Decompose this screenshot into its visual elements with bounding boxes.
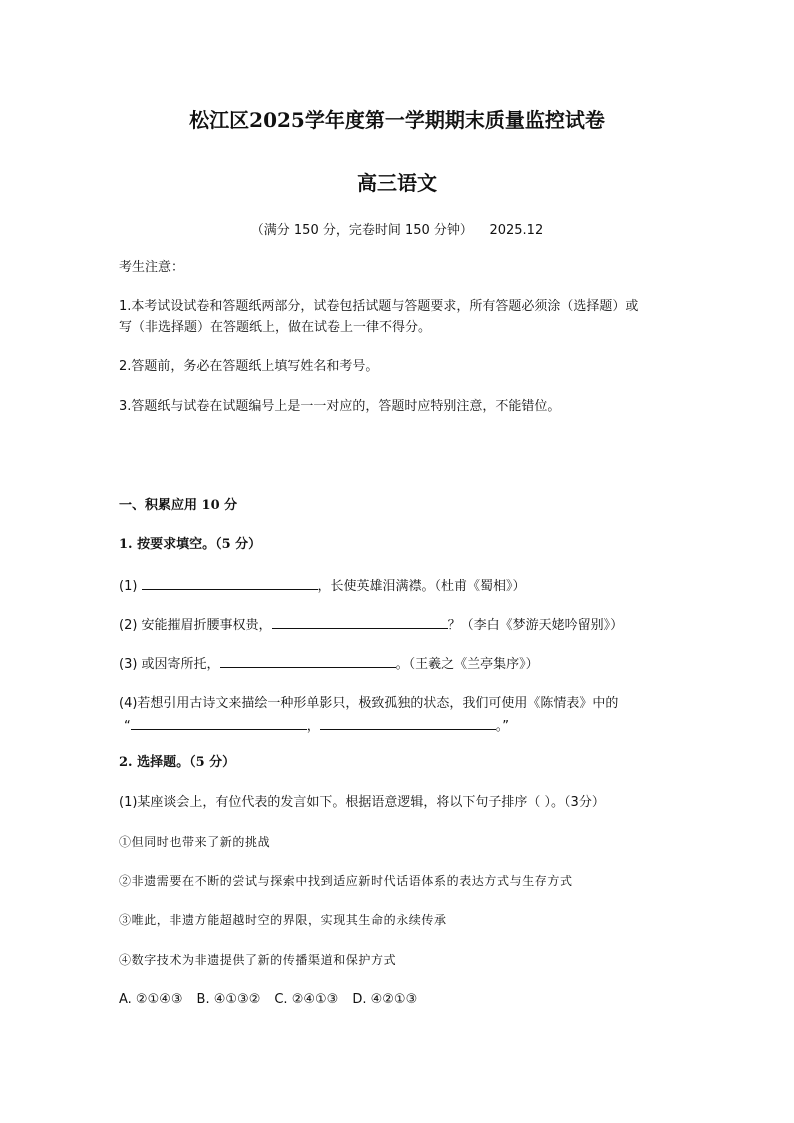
option-c[interactable]: C. ②④①③ xyxy=(274,992,339,1007)
question-1-item-3 xyxy=(119,653,699,675)
option-a[interactable]: A. ②①④③ xyxy=(119,992,183,1007)
answer-blank-3[interactable] xyxy=(220,653,396,668)
notice-heading: 考生注意： xyxy=(119,260,185,275)
question-1-item-4-line-2 xyxy=(124,715,704,737)
option-d[interactable]: D. ④②①③ xyxy=(352,992,418,1007)
sentence-4: ④数字技术为非遗提供了新的传播渠道和保护方式 xyxy=(119,953,397,967)
notice-item-1-line-1: 1.本考试设试卷和答题纸两部分，试卷包括试题与答题要求，所有答题必须涂（选择题）或 xyxy=(119,299,639,314)
open-quote: “ xyxy=(124,719,131,734)
item-2-suffix: ？（李白《梦游天姥吟留别》） xyxy=(447,618,624,633)
close-quote: 。” xyxy=(495,719,510,734)
question-2-heading: 2. 选择题。（5 分） xyxy=(119,755,236,770)
question-2-sub-1: (1)某座谈会上，有位代表的发言如下。根据语意逻辑，将以下句子排序（ ）。（3分） xyxy=(119,795,605,810)
option-b[interactable]: B. ④①③② xyxy=(196,992,261,1007)
answer-blank-4[interactable] xyxy=(131,715,307,730)
question-1-heading: 1. 按要求填空。（5 分） xyxy=(119,537,262,552)
exam-meta: （满分 150 分，完卷时间 150 分钟） 2025.12 xyxy=(250,223,544,238)
item-3-prefix: (3) 或因寄所托， xyxy=(119,657,220,672)
item-2-prefix: (2) 安能摧眉折腰事权贵， xyxy=(119,618,272,633)
question-1-item-1 xyxy=(119,575,699,597)
sentence-1: ①但同时也带来了新的挑战 xyxy=(119,835,271,849)
question-1-item-4-line-1: (4)若想引用古诗文来描绘一种形单影只，极致孤独的状态，我们可使用《陈情表》中的 xyxy=(119,696,619,711)
sentence-3: ③唯此，非遗方能超越时空的界限，实现其生命的永续传承 xyxy=(119,913,447,927)
item-1-prefix: (1) xyxy=(119,579,142,594)
answer-options xyxy=(119,990,699,1010)
question-1-item-2 xyxy=(119,614,699,636)
notice-item-2: 2.答题前，务必在答题纸上填写姓名和考号。 xyxy=(119,359,379,374)
exam-title: 松江区2025学年度第一学期期末质量监控试卷 xyxy=(189,108,605,132)
sentence-2: ②非遗需要在不断的尝试与探索中找到适应新时代话语体系的表达方式与生存方式 xyxy=(119,874,573,888)
item-3-suffix: 。（王羲之《兰亭集序》） xyxy=(395,657,539,672)
answer-blank-5[interactable] xyxy=(320,715,496,730)
section-1-heading: 一、积累应用 10 分 xyxy=(119,498,238,513)
comma: ， xyxy=(306,719,320,734)
item-1-suffix: ，长使英雄泪满襟。（杜甫《蜀相》） xyxy=(317,579,526,594)
answer-blank-2[interactable] xyxy=(272,614,448,629)
notice-item-3: 3.答题纸与试卷在试题编号上是一一对应的，答题时应特别注意，不能错位。 xyxy=(119,399,561,414)
notice-item-1-line-2: 写（非选择题）在答题纸上，做在试卷上一律不得分。 xyxy=(119,320,432,335)
subject-title: 高三语文 xyxy=(357,171,437,195)
answer-blank-1[interactable] xyxy=(142,575,318,590)
